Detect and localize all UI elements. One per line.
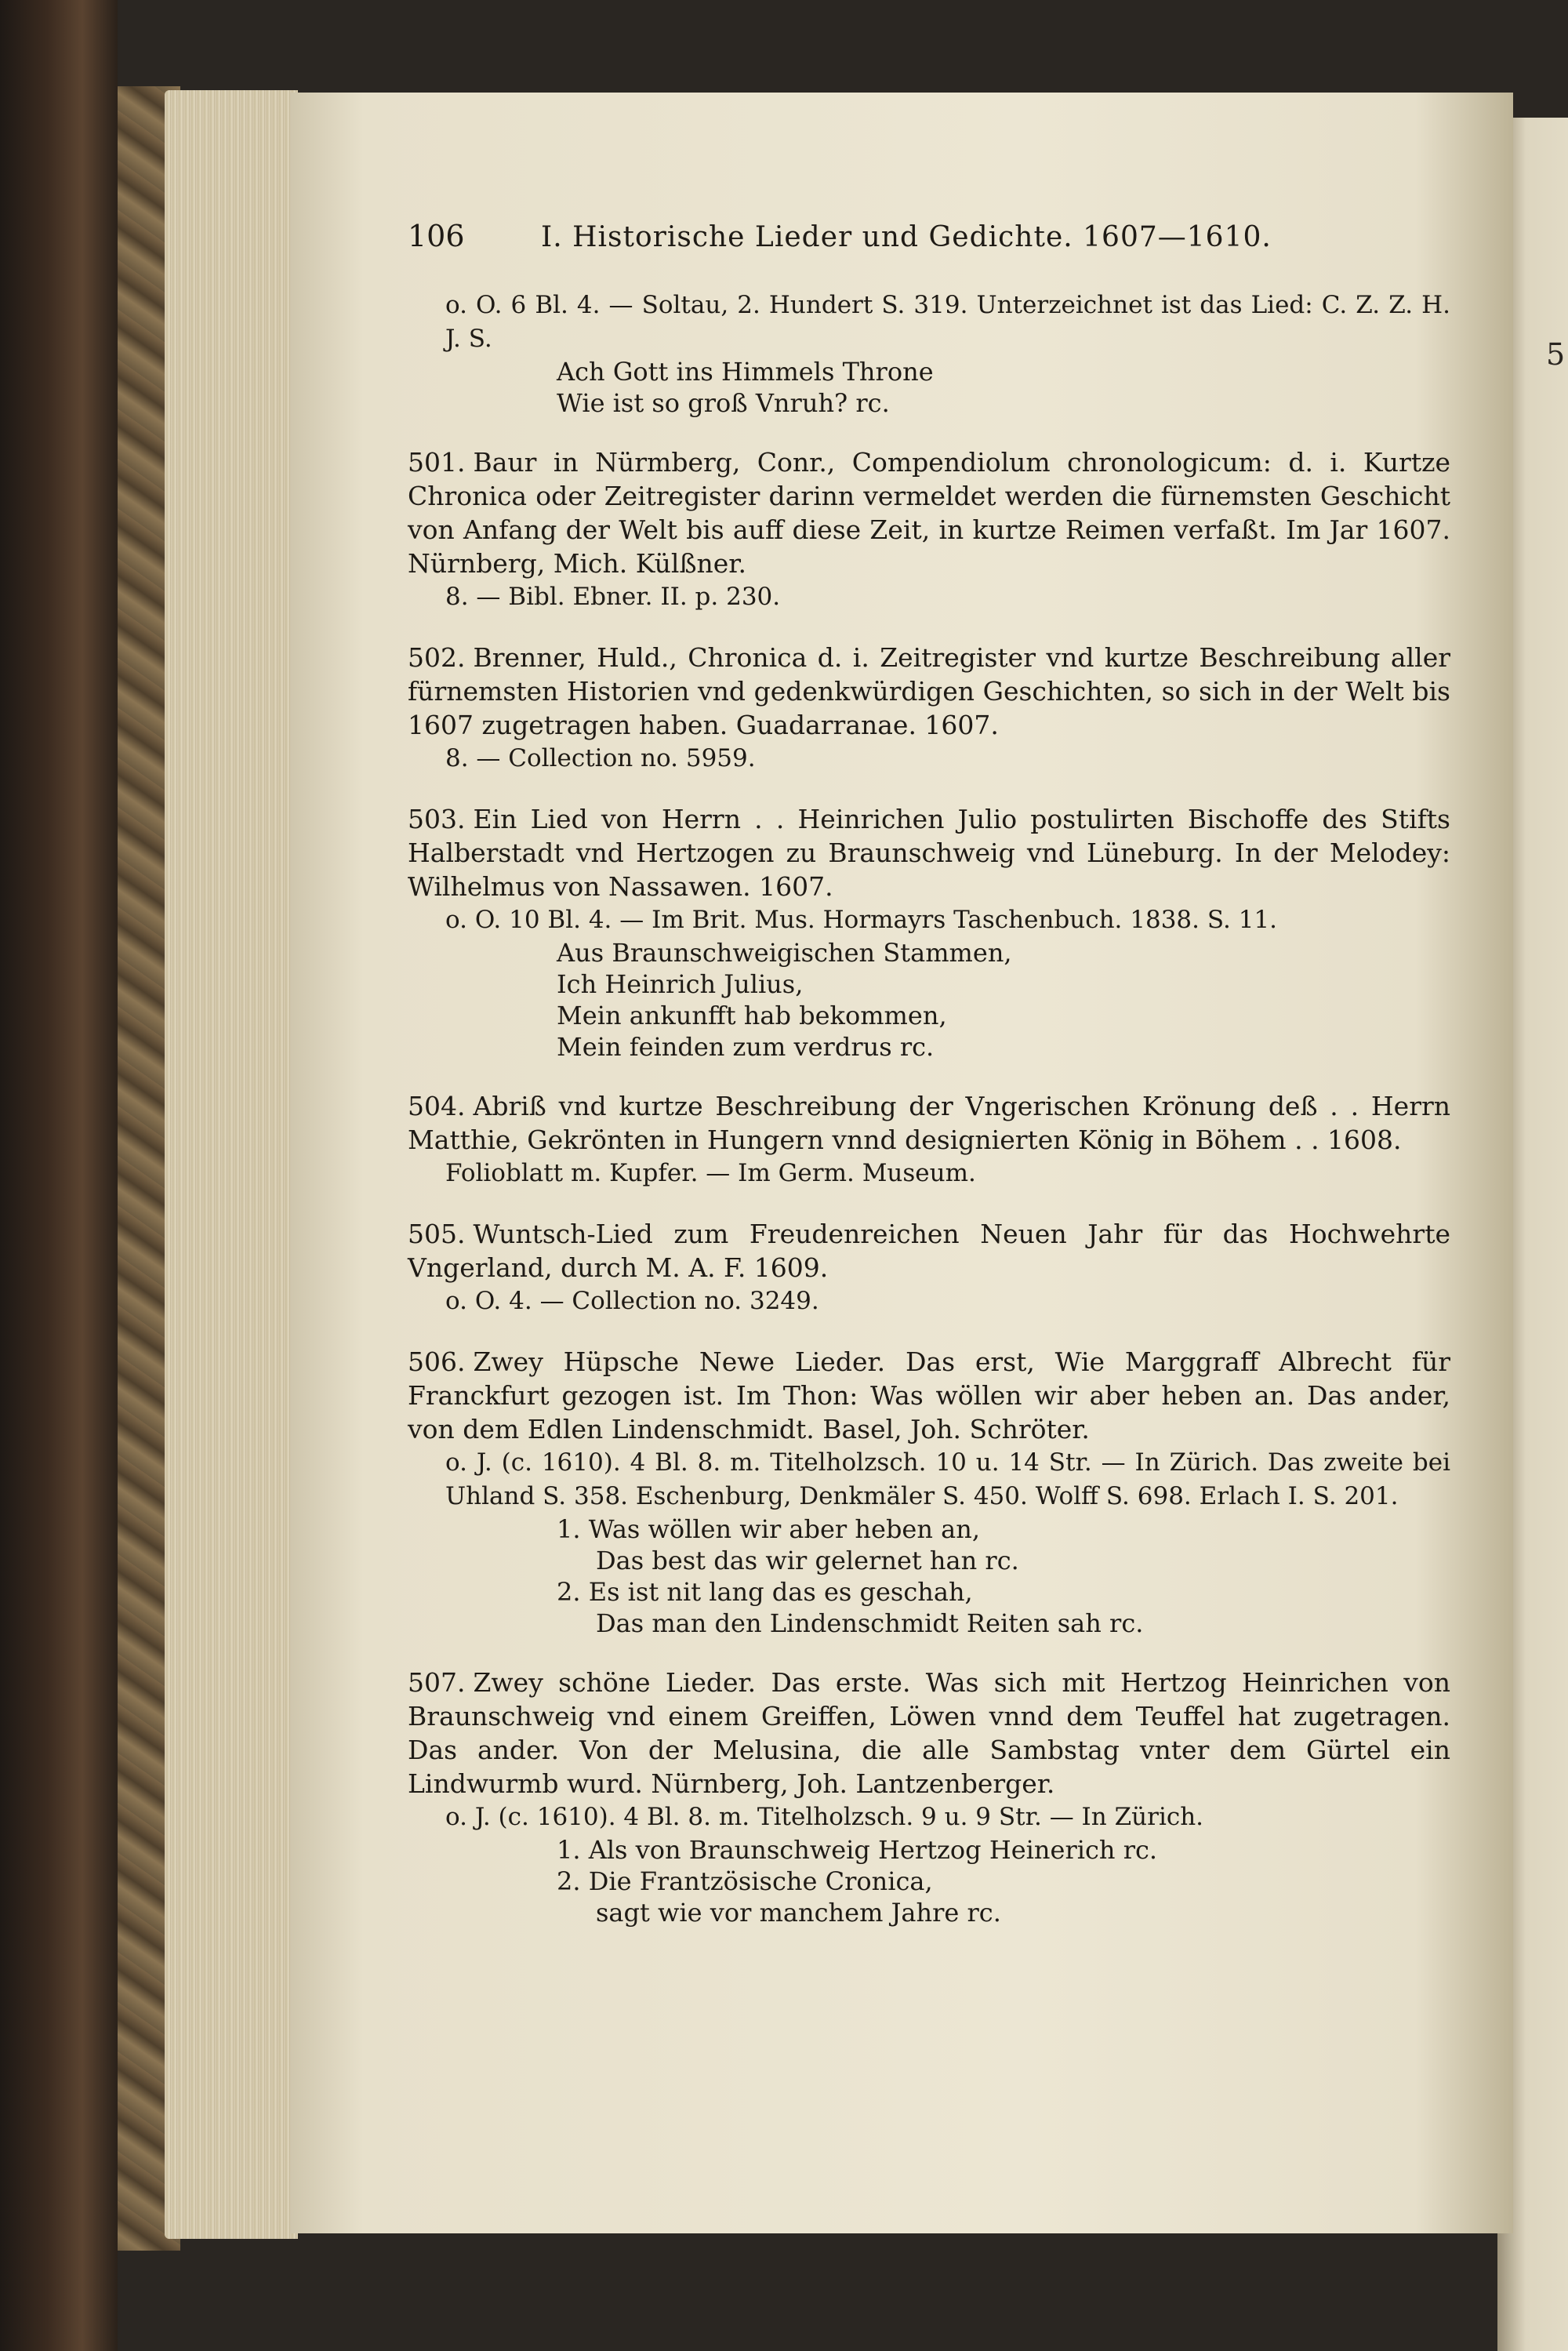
intro-block	[408, 289, 1450, 419]
entry-number: 503.	[408, 804, 466, 834]
verse-line: sagt wie vor manchem Jahre rc.	[596, 1898, 1001, 1928]
verse-line: Mein feinden zum verdrus rc.	[557, 1032, 935, 1062]
entry-note: Folioblatt m. Kupfer. — Im Germ. Museum.	[445, 1159, 976, 1187]
entry-507	[408, 1666, 1450, 1928]
intro-note: o. O. 6 Bl. 4. — Soltau, 2. Hundert S. 319. Unterzeichnet ist das Lied: C. Z. Z. H. J. S.	[445, 291, 1450, 353]
entry-503	[408, 802, 1450, 1063]
entry-number: 504.	[408, 1091, 466, 1121]
entry-506	[408, 1345, 1450, 1639]
entry-number: 501.	[408, 447, 466, 478]
verse-line: 2. Die Frantzösische Cronica,	[557, 1866, 933, 1896]
running-head	[408, 220, 1450, 254]
intro-verse-line: Wie ist so groß Vnruh? rc.	[557, 388, 890, 418]
entry-note: o. J. (c. 1610). 4 Bl. 8. m. Titelholzsch. 9 u. 9 Str. — In Zürich.	[445, 1803, 1204, 1831]
verse-line: Das best das wir gelernet han rc.	[596, 1546, 1019, 1575]
entry-number: 507.	[408, 1667, 466, 1698]
book-cover-left	[0, 0, 118, 2351]
page-number: 106	[408, 219, 465, 253]
verse-line: 2. Es ist nit lang das es geschah,	[557, 1577, 973, 1607]
entry-501	[408, 445, 1450, 614]
entry-number: 505.	[408, 1219, 466, 1249]
entry-number: 502.	[408, 642, 466, 673]
entry-text: Ein Lied von Herrn . . Heinrichen Julio postulirten Bischoffe des Stifts Halberstadt vnd Hertzogen zu Braunschweig vnd Lüneburg. In der Melodey: Wilhelmus von Nassawen. 1607.	[408, 804, 1450, 902]
verse-line: 1. Was wöllen wir aber heben an,	[557, 1514, 980, 1544]
entry-note: 8. — Bibl. Ebner. II. p. 230.	[445, 583, 781, 611]
page-edges	[165, 90, 298, 2239]
verse-line: 1. Als von Braunschweig Hertzog Heinerich rc.	[557, 1835, 1158, 1865]
page-content	[408, 220, 1450, 1928]
verse-line: Aus Braunschweigischen Stammen,	[557, 938, 1012, 968]
verse-line: Ich Heinrich Julius,	[557, 969, 804, 999]
verse-line: Mein ankunfft hab bekommen,	[557, 1001, 947, 1030]
entry-text: Zwey schöne Lieder. Das erste. Was sich mit Hertzog Heinrichen von Braunschweig vnd einem Greiffen, Löwen vnnd dem Teuffel hat zugetragen. Das ander. Von der Melusina, die alle Sambstag vnter dem Gürtel ein Lindwurmb wurd. Nürnberg, Joh. Lantzenberger.	[408, 1667, 1450, 1799]
entry-502	[408, 641, 1450, 776]
intro-verse-line: Ach Gott ins Himmels Throne	[557, 357, 934, 387]
entry-text: Abriß vnd kurtze Beschreibung der Vngerischen Krönung deß . . Herrn Matthie, Gekrönten in Hungern vnnd designierten König in Böhem . . 1608.	[408, 1091, 1450, 1155]
entry-text: Zwey Hüpsche Newe Lieder. Das erst, Wie Marggraff Albrecht für Franckfurt gezogen ist. Im Thon: Was wöllen wir aber heben an. Das ander, von dem Edlen Lindenschmidt. Basel, Joh. Schröter.	[408, 1346, 1450, 1444]
running-title: I. Historische Lieder und Gedichte. 1607—1610.	[541, 221, 1272, 253]
entry-text: Baur in Nürmberg, Conr., Compendiolum chronologicum: d. i. Kurtze Chronica oder Zeitregister darinn vermeldet werden die fürnemsten Geschicht von Anfang der Welt bis auff diese Zeit, in kurtze Reimen verfaßt. Im Jar 1607. Nürnberg, Mich. Külßner.	[408, 447, 1450, 579]
verse-line: Das man den Lindenschmidt Reiten sah rc.	[596, 1608, 1144, 1638]
facing-page-mark: 5	[1546, 337, 1566, 372]
entry-note: o. O. 4. — Collection no. 3249.	[445, 1287, 819, 1315]
entry-505	[408, 1217, 1450, 1318]
entry-text: Brenner, Huld., Chronica d. i. Zeitregister vnd kurtze Beschreibung aller fürnemsten Historien vnd gedenkwürdigen Geschichten, so sich in der Welt bis 1607 zugetragen haben. Guadarranae. 1607.	[408, 642, 1450, 740]
entry-number: 506.	[408, 1346, 466, 1377]
entry-note: 8. — Collection no. 5959.	[445, 744, 756, 772]
entry-504	[408, 1089, 1450, 1190]
entry-note: o. J. (c. 1610). 4 Bl. 8. m. Titelholzsch. 10 u. 14 Str. — In Zürich. Das zweite bei Uhland S. 358. Eschenburg, Denkmäler S. 450. Wolff S. 698. Erlach I. S. 201.	[445, 1448, 1450, 1510]
entry-note: o. O. 10 Bl. 4. — Im Brit. Mus. Hormayrs Taschenbuch. 1838. S. 11.	[445, 906, 1277, 934]
entry-text: Wuntsch-Lied zum Freudenreichen Neuen Jahr für das Hochwehrte Vngerland, durch M. A. F. 1609.	[408, 1219, 1450, 1283]
